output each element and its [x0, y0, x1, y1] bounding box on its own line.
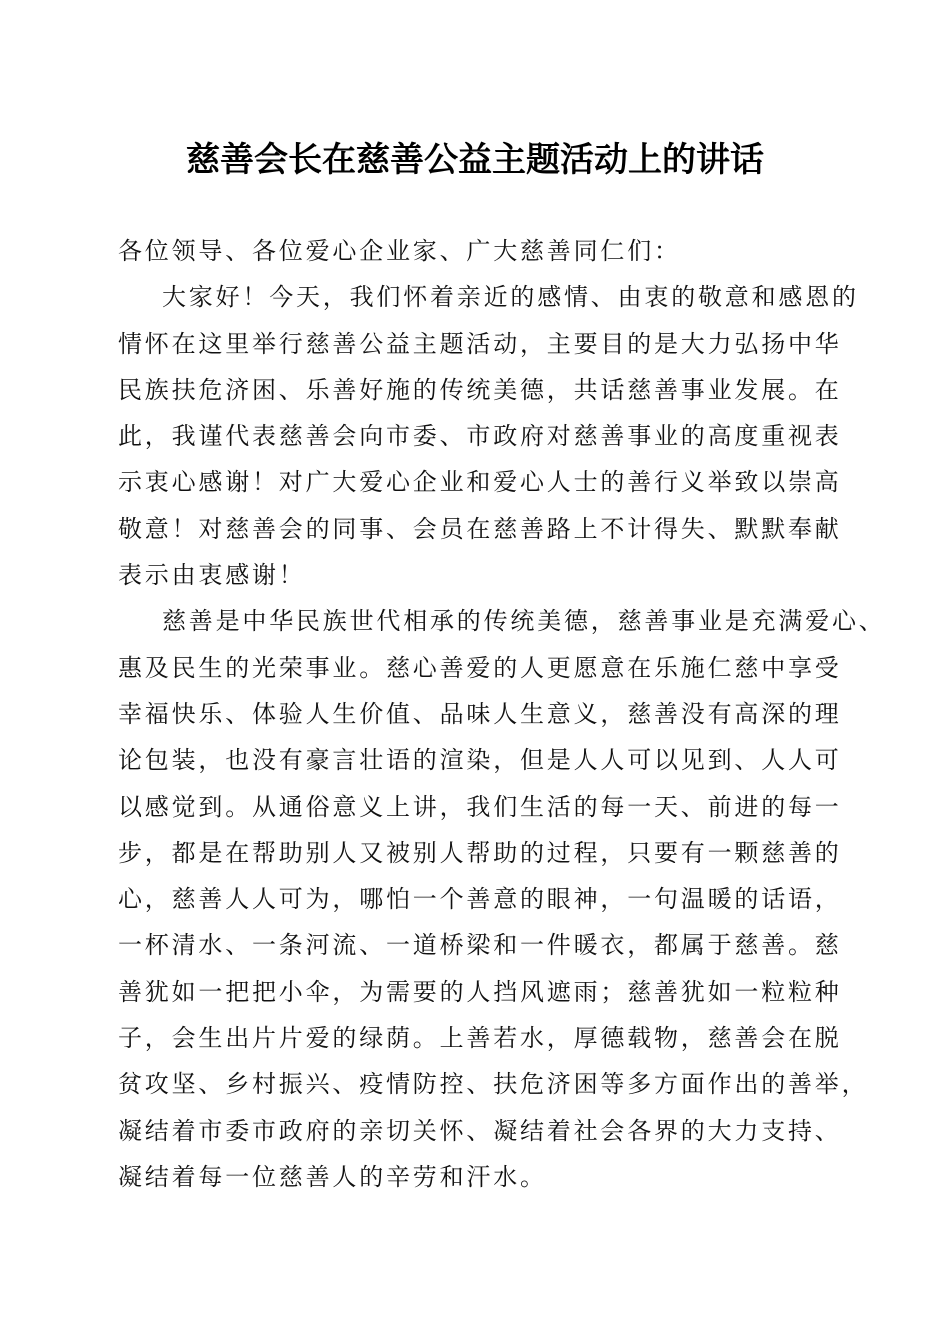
- text-line: 贫攻坚、乡村振兴、疫情防控、扶危济困等多方面作出的善举，: [118, 1070, 869, 1099]
- text-line: 步，都是在帮助别人又被别人帮助的过程，只要有一颗慈善的: [118, 838, 842, 867]
- text-line: 一杯清水、一条河流、一道桥梁和一件暖衣，都属于慈善。慈: [118, 931, 842, 960]
- text-line: 子，会生出片片爱的绿荫。上善若水，厚德载物，慈善会在脱: [118, 1024, 842, 1053]
- text-line: 慈善是中华民族世代相承的传统美德，慈善事业是充满爱心、: [162, 607, 886, 636]
- text-line: 此，我谨代表慈善会向市委、市政府对慈善事业的高度重视表: [118, 422, 842, 451]
- speech-body: [118, 228, 886, 1200]
- text-line: 心，慈善人人可为，哪怕一个善意的眼神，一句温暖的话语，: [118, 885, 842, 914]
- text-line: 民族扶危济困、乐善好施的传统美德，共话慈善事业发展。在: [118, 375, 842, 404]
- text-line: 善犹如一把把小伞，为需要的人挡风遮雨；慈善犹如一粒粒种: [118, 977, 842, 1006]
- text-line: 表示由衷感谢！: [118, 561, 306, 590]
- page-title: 慈善会长在慈善公益主题活动上的讲话: [186, 140, 764, 180]
- text-line: 以感觉到。从通俗意义上讲，我们生活的每一天、前进的每一: [118, 792, 842, 821]
- text-line: 凝结着市委市政府的亲切关怀、凝结着社会各界的大力支持、: [118, 1116, 842, 1145]
- text-line: 惠及民生的光荣事业。慈心善爱的人更愿意在乐施仁慈中享受: [118, 653, 842, 682]
- text-line: 凝结着每一位慈善人的辛劳和汗水。: [118, 1162, 547, 1191]
- text-line: 示衷心感谢！对广大爱心企业和爱心人士的善行义举致以崇高: [118, 468, 842, 497]
- text-line: 幸福快乐、体验人生价值、品味人生意义，慈善没有高深的理: [118, 699, 842, 728]
- text-line: 敬意！对慈善会的同事、会员在慈善路上不计得失、默默奉献: [118, 514, 842, 543]
- text-line: 情怀在这里举行慈善公益主题活动，主要目的是大力弘扬中华: [118, 329, 842, 358]
- text-line: 各位领导、各位爱心企业家、广大慈善同仁们：: [118, 237, 681, 265]
- text-line: 大家好！今天，我们怀着亲近的感情、由衷的敬意和感恩的: [162, 283, 859, 312]
- text-line: 论包装，也没有豪言壮语的渲染，但是人人可以见到、人人可: [118, 746, 842, 775]
